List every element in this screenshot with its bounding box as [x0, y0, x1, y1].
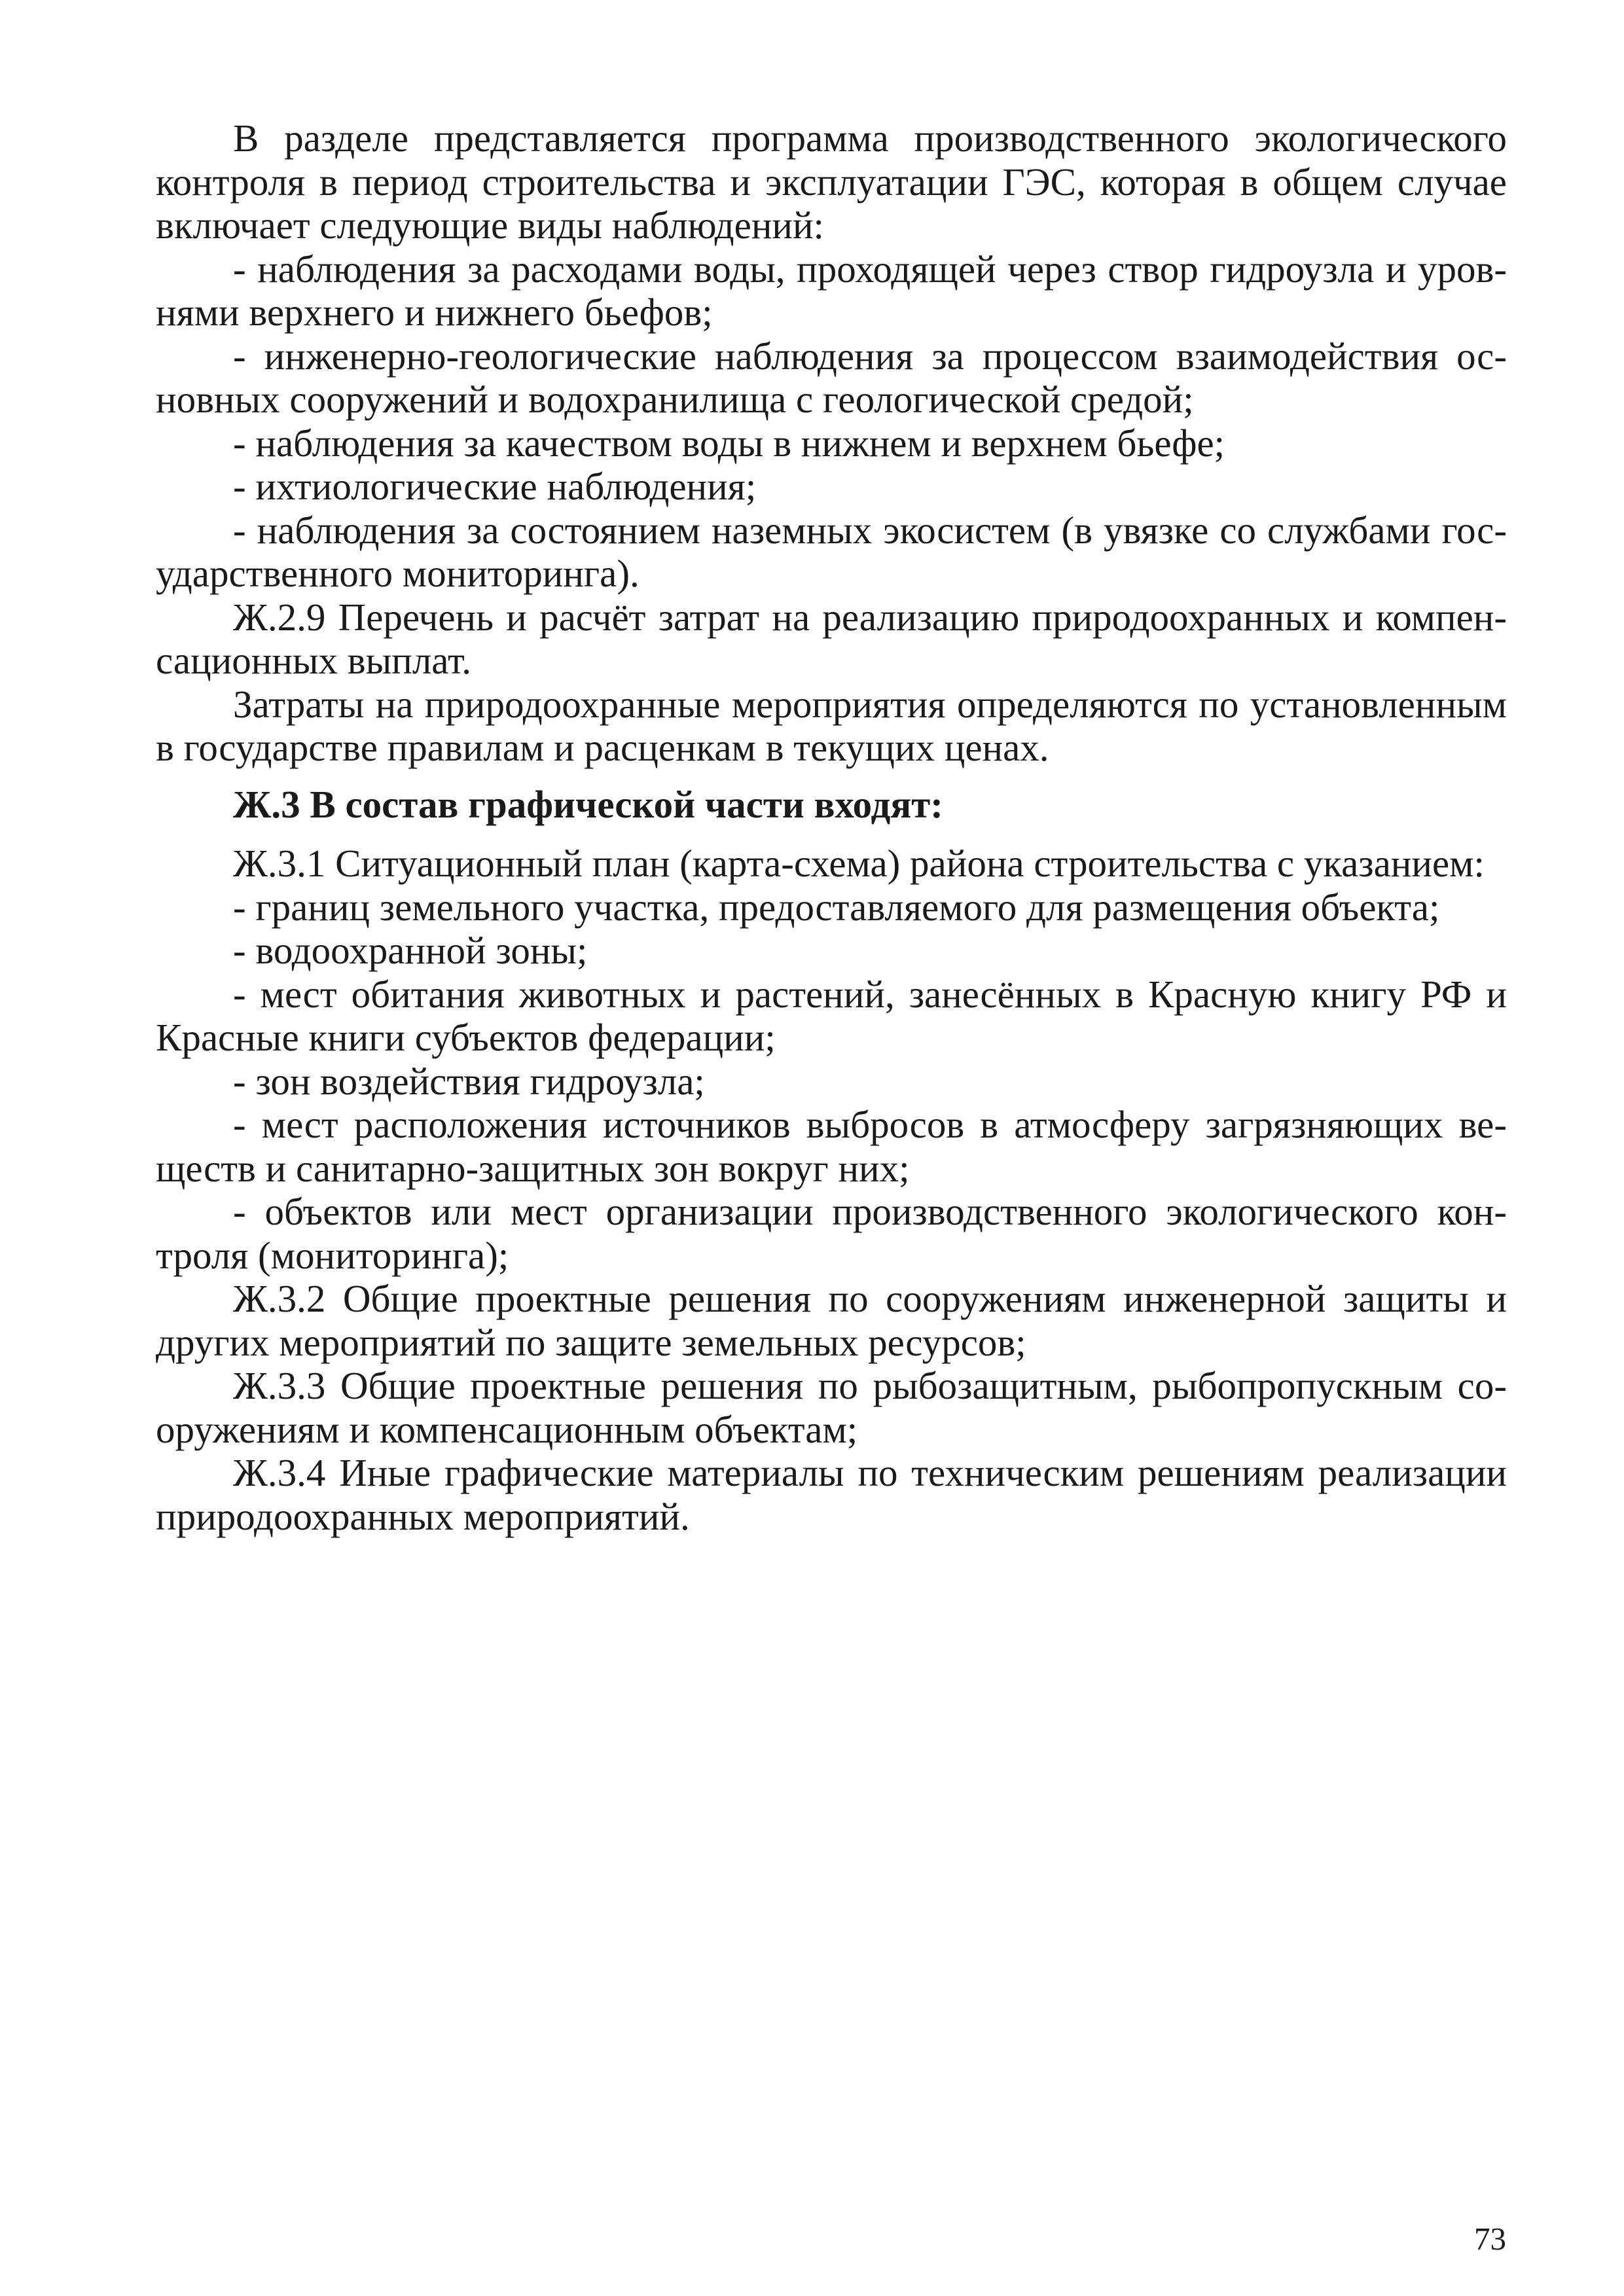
list-item-geology: - инженерно-геологические наблюдения за процессом взаимодействия основных сооружений и водохранилища с геологической средой; [156, 334, 1507, 421]
paragraph-other-materials: Ж.3.4 Иные графические материалы по техническим решениям реализации природоохранных мероприятий. [156, 1451, 1507, 1538]
list-item-water-flow: - наблюдения за расходами воды, проходящей через створ гидроузла и уровнями верхнего и нижнего бьефов; [156, 247, 1507, 334]
document-body [156, 117, 1507, 1538]
page-number: 73 [1474, 2221, 1506, 2257]
list-item-ichthyology: - ихтиологические наблюдения; [233, 465, 757, 508]
list-item-impact-zones: - зон воздействия гидроузла; [233, 1059, 705, 1103]
paragraph-protection-structures: Ж.3.2 Общие проектные решения по сооружениям инженерной защиты и других мероприятий по защите земельных ресурсов; [156, 1277, 1507, 1364]
paragraph-cost-list: Ж.2.9 Перечень и расчёт затрат на реализацию природоохранных и компенсационных выплат. [156, 595, 1507, 682]
paragraph-cost-rules: Затраты на природоохранные мероприятия определяются по установленным в государстве правилам и расценкам в текущих ценах. [156, 682, 1507, 769]
paragraph-situation-plan: Ж.3.1 Ситуационный план (карта-схема) района строительства с указанием: [233, 842, 1485, 885]
list-item-land-boundaries: - границ земельного участка, предоставляемого для размещения объекта; [233, 885, 1440, 929]
section-heading: Ж.3 В состав графической части входят: [233, 782, 943, 826]
list-item-red-book: - мест обитания животных и растений, занесённых в Красную книгу РФ и Красные книги субъектов федерации; [156, 972, 1507, 1059]
list-item-monitoring-objects: - объектов или мест организации производственного экологического контроля (мониторинга); [156, 1190, 1507, 1277]
paragraph-fish-protection: Ж.3.3 Общие проектные решения по рыбозащитным, рыбопропускным сооружениям и компенсационным объектам; [156, 1364, 1507, 1451]
list-item-water-quality: - наблюдения за качеством воды в нижнем и верхнем бьефе; [233, 421, 1225, 465]
paragraph-control-program: В разделе представляется программа производственного экологического контроля в период строительства и эксплуатации ГЭС, которая в общем случае включает следующие виды наблюдений: [156, 117, 1507, 247]
list-item-water-zone: - водоохранной зоны; [233, 929, 588, 972]
list-item-emission-sources: - мест расположения источников выбросов в атмосферу загрязняющих веществ и санитарно-защитных зон вокруг них; [156, 1103, 1507, 1190]
list-item-ecosystems: - наблюдения за состоянием наземных экосистем (в увязке со службами государственного мониторинга). [156, 508, 1507, 595]
